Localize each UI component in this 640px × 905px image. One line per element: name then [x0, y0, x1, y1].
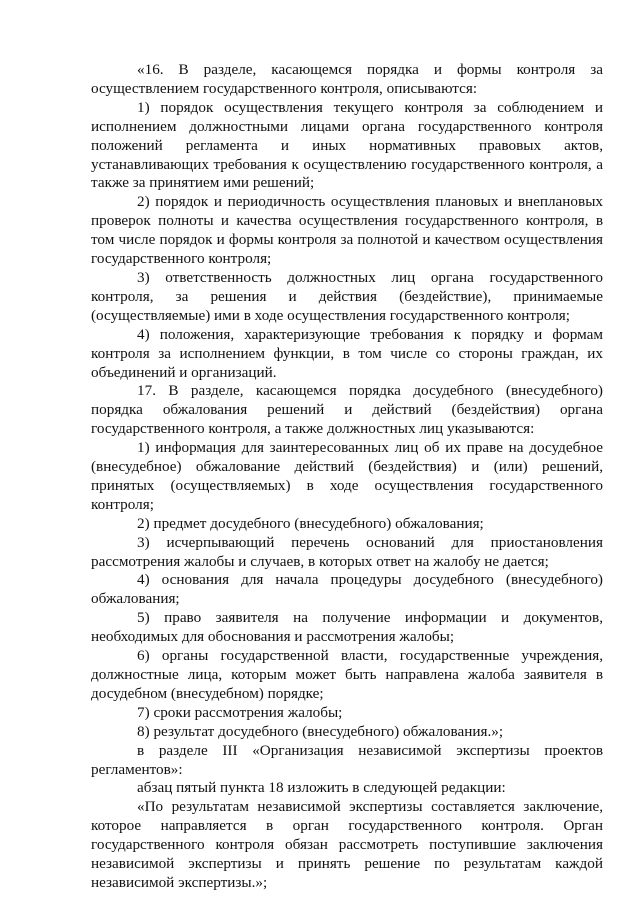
paragraph-17-item-6: 6) органы государственной власти, государственные учреждения, должностные лица, которым может быть направлена жалоба заявителя в досудебном (внесудебном) порядке; [91, 647, 603, 702]
paragraph-17-item-5: 5) право заявителя на получение информации и документов, необходимых для обоснования и рассмотрения жалобы; [91, 609, 603, 646]
paragraph-17-item-2: 2) предмет досудебного (внесудебного) обжалования; [137, 514, 484, 532]
paragraph-17-item-8: 8) результат досудебного (внесудебного) обжалования.»; [137, 722, 504, 740]
paragraph-17-item-7: 7) сроки рассмотрения жалобы; [137, 703, 343, 721]
paragraph-16-item-4: 4) положения, характеризующие требования к порядку и формам контроля за исполнением функции, в том числе со стороны граждан, их объединений и организаций. [91, 325, 603, 381]
paragraph-amendment-text: «По результатам независимой экспертизы составляется заключение, которое направляется в орган государственного контроля. Орган государственного контроля обязан рассмотреть поступившие заключения независимой экспертизы и принять решение по результатам каждой независимой экспертизы.»; [91, 798, 603, 891]
paragraph-17-item-1: 1) информация для заинтересованных лиц об их праве на досудебное (внесудебное) обжалование действий (бездействия) и (или) решений, принятых (осуществляемых) в ходе осуществления государственного контроля; [91, 439, 603, 513]
paragraph-16-item-3: 3) ответственность должностных лиц органа государственного контроля, за решения и действия (бездействие), принимаемые (осуществляемые) ими в ходе осуществления государственного контроля; [91, 268, 603, 324]
paragraph-section-3: в разделе III «Организация независимой экспертизы проектов регламентов»: [91, 741, 603, 778]
paragraph-17-intro: 17. В разделе, касающемся порядка досудебного (внесудебного) порядка обжалования решений и действий (бездействия) органа государственного контроля, а также должностных лиц указываются: [91, 382, 603, 438]
document-page [91, 61, 603, 893]
paragraph-16-item-2: 2) порядок и периодичность осуществления плановых и внеплановых проверок полноты и качества осуществления государственного контроля, в том числе порядок и формы контроля за полнотой и качеством осуществления государственного контроля; [91, 193, 603, 268]
paragraph-amendment-intro: абзац пятый пункта 18 изложить в следующей редакции: [137, 779, 506, 797]
paragraph-17-item-3: 3) исчерпывающий перечень оснований для приостановления рассмотрения жалобы и случаев, в которых ответ на жалобу не дается; [91, 533, 603, 570]
paragraph-16-intro: «16. В разделе, касающемся порядка и формы контроля за осуществлением государственного контроля, описываются: [91, 61, 603, 97]
paragraph-16-item-1: 1) порядок осуществления текущего контроля за соблюдением и исполнением должностными лицами органа государственного контроля положений регламента и иных нормативных правовых актов, устанавливающих требования к осуществлению государственного контроля, а также за принятием ими решений; [91, 98, 603, 192]
paragraph-17-item-4: 4) основания для начала процедуры досудебного (внесудебного) обжалования; [91, 571, 603, 608]
